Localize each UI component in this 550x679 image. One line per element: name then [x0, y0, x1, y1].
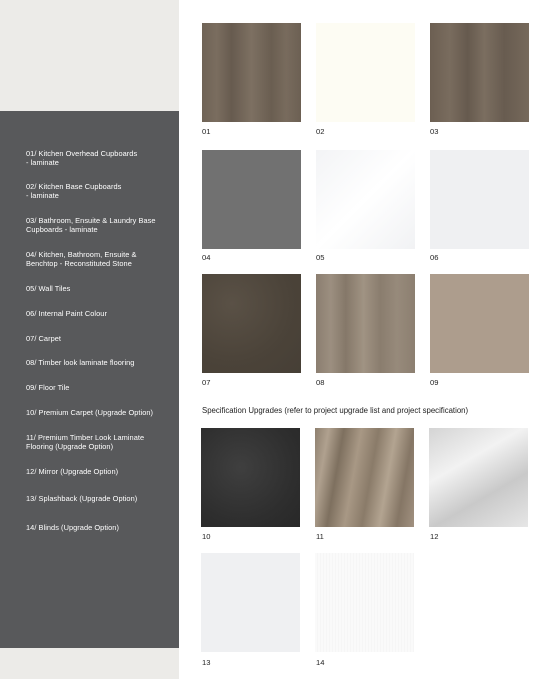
swatch-08 — [316, 274, 415, 373]
legend-item-07: 07/ Carpet — [26, 334, 62, 343]
swatch-number-11: 11 — [316, 532, 324, 541]
swatch-12 — [429, 428, 528, 527]
swatch-number-10: 10 — [202, 532, 211, 541]
swatch-11 — [315, 428, 414, 527]
swatch-number-09: 09 — [430, 378, 439, 387]
legend-item-06: 06/ Internal Paint Colour — [26, 309, 107, 318]
swatch-03 — [430, 23, 529, 122]
swatch-number-07: 07 — [202, 378, 211, 387]
swatch-09 — [430, 274, 529, 373]
swatch-number-02: 02 — [316, 127, 325, 136]
legend-item-08: 08/ Timber look laminate flooring — [26, 358, 135, 367]
legend-item-04: 04/ Kitchen, Bathroom, Ensuite & Benchtop - Reconstituted Stone — [26, 250, 137, 268]
legend-panel — [0, 111, 179, 648]
swatch-number-06: 06 — [430, 253, 439, 262]
swatch-number-03: 03 — [430, 127, 439, 136]
swatch-04 — [202, 150, 301, 249]
legend-item-11: 11/ Premium Timber Look Laminate Flooring (Upgrade Option) — [26, 433, 145, 451]
legend-item-10: 10/ Premium Carpet (Upgrade Option) — [26, 408, 154, 417]
swatch-number-13: 13 — [202, 658, 211, 667]
swatch-05 — [316, 150, 415, 249]
legend-item-14: 14/ Blinds (Upgrade Option) — [26, 523, 119, 532]
legend-item-12: 12/ Mirror (Upgrade Option) — [26, 467, 119, 476]
swatch-14 — [315, 553, 414, 652]
swatch-number-05: 05 — [316, 253, 325, 262]
swatch-06 — [430, 150, 529, 249]
swatch-02 — [316, 23, 415, 122]
swatch-number-04: 04 — [202, 253, 211, 262]
swatch-07 — [202, 274, 301, 373]
swatch-10 — [201, 428, 300, 527]
swatch-number-08: 08 — [316, 378, 325, 387]
legend-item-05: 05/ Wall Tiles — [26, 284, 71, 293]
legend-item-09: 09/ Floor Tile — [26, 383, 70, 392]
swatch-number-14: 14 — [316, 658, 325, 667]
legend-item-01: 01/ Kitchen Overhead Cupboards - laminate — [26, 149, 138, 167]
swatch-number-12: 12 — [430, 532, 439, 541]
legend-item-13: 13/ Splashback (Upgrade Option) — [26, 494, 138, 503]
swatch-01 — [202, 23, 301, 122]
upgrades-heading: Specification Upgrades (refer to project upgrade list and project specification) — [202, 406, 469, 415]
legend-item-02: 02/ Kitchen Base Cupboards - laminate — [26, 182, 122, 200]
legend-item-03: 03/ Bathroom, Ensuite & Laundry Base Cupboards - laminate — [26, 216, 156, 234]
swatch-number-01: 01 — [202, 127, 211, 136]
swatch-13 — [201, 553, 300, 652]
